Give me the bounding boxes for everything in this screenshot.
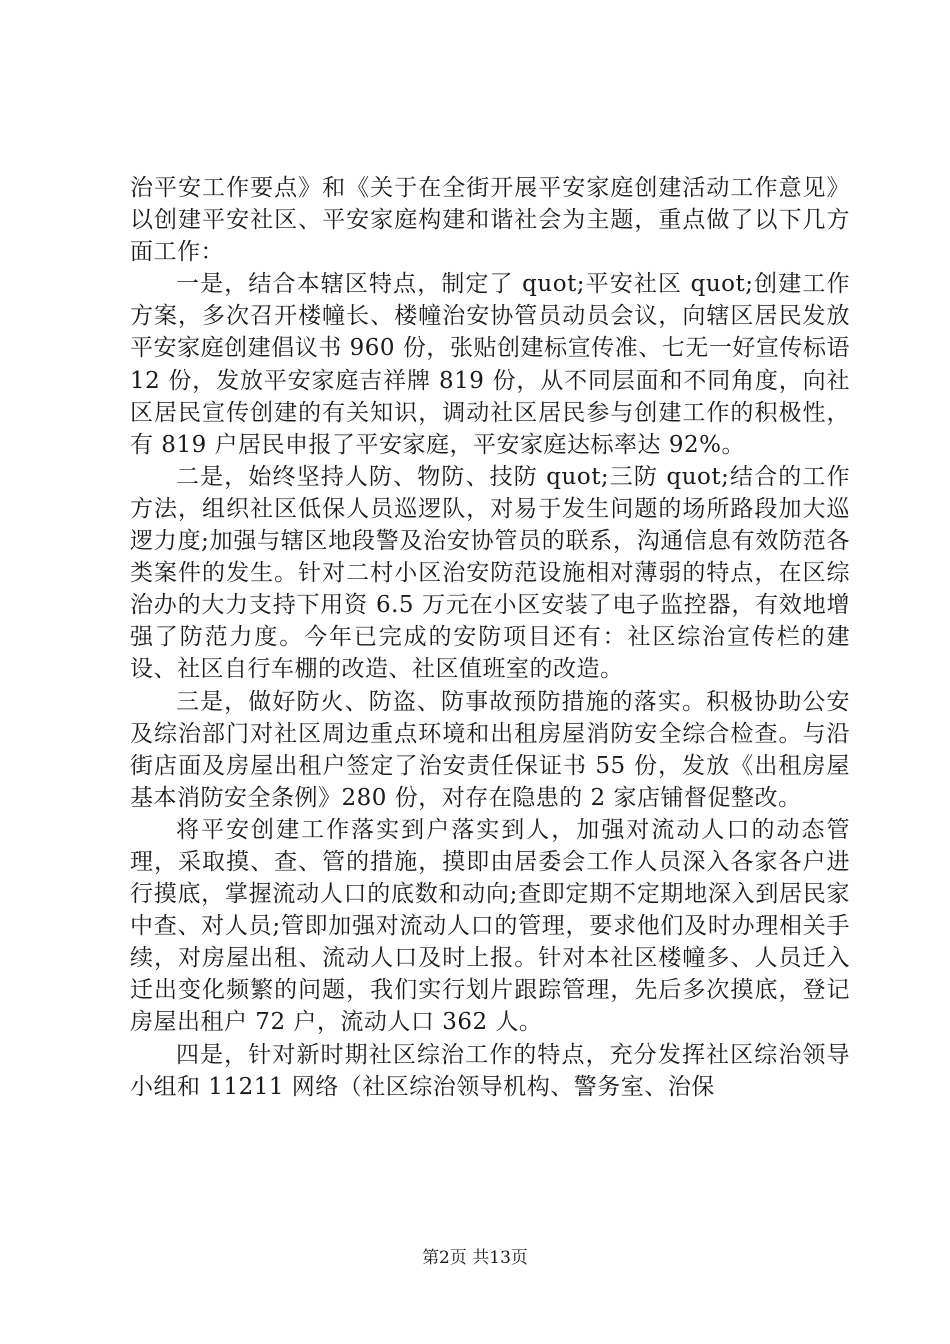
paragraph-floating-population: 将平安创建工作落实到户落实到人，加强对流动人口的动态管理，采取摸、查、管的措施，摸即由居委会工作人员深入各家各户进行摸底，掌握流动人口的底数和动向;查即定期不定期地深入到居民家中查、对人员;管即加强对流动人口的管理，要求他们及时办理相关手续，对房屋出租、流动人口及时上报。针对本社区楼幢多、人员迁入迁出变化频繁的问题，我们实行划片跟踪管理，先后多次摸底，登记房屋出租户 72 户，流动人口 362 人。 xyxy=(130,816,850,1036)
paragraph-point-one: 一是，结合本辖区特点，制定了 quot;平安社区 quot;创建工作方案，多次召开楼幢长、楼幢治安协管员动员会议，向辖区居民发放平安家庭创建倡议书 960 份，张贴创建标宣传准、七无一好宣传标语 12 份，发放平安家庭吉祥牌 819 份，从不同层面和不同角度，向社区居民宣传创建的有关知识，调动社区居民参与创建工作的积极性，有 819 户居民申报了平安家庭，平安家庭达标率达 92%。 xyxy=(130,271,850,458)
paragraph-point-three: 三是，做好防火、防盗、防事故预防措施的落实。积极协助公安及综治部门对社区周边重点环境和出租房屋消防安全综合检查。与沿街店面及房屋出租户签定了治安责任保证书 55 份，发放《出租房屋基本消防安全条例》280 份，对存在隐患的 2 家店铺督促整改。 xyxy=(130,688,850,811)
page-number-footer: 第2页 共13页 xyxy=(422,1248,528,1268)
paragraph-point-four: 四是，针对新时期社区综治工作的特点，充分发挥社区综治领导小组和 11211 网络（社区综治领导机构、警务室、治保 xyxy=(130,1041,850,1100)
paragraph-intro: 治平安工作要点》和《关于在全街开展平安家庭创建活动工作意见》以创建平安社区、平安家庭构建和谐社会为主题，重点做了以下几方面工作： xyxy=(130,175,850,266)
document-body xyxy=(130,172,850,1103)
paragraph-point-two: 二是，始终坚持人防、物防、技防 quot;三防 quot;结合的工作方法，组织社区低保人员巡逻队，对易于发生问题的场所路段加大巡逻力度;加强与辖区地段警及治安协管员的联系，沟通信息有效防范各类案件的发生。针对二村小区治安防范设施相对薄弱的特点，在区综治办的大力支持下用资 6.5 万元在小区安装了电子监控器，有效地增强了防范力度。今年已完成的安防项目还有：社区综治宣传栏的建设、社区自行车棚的改造、社区值班室的改造。 xyxy=(130,463,850,683)
